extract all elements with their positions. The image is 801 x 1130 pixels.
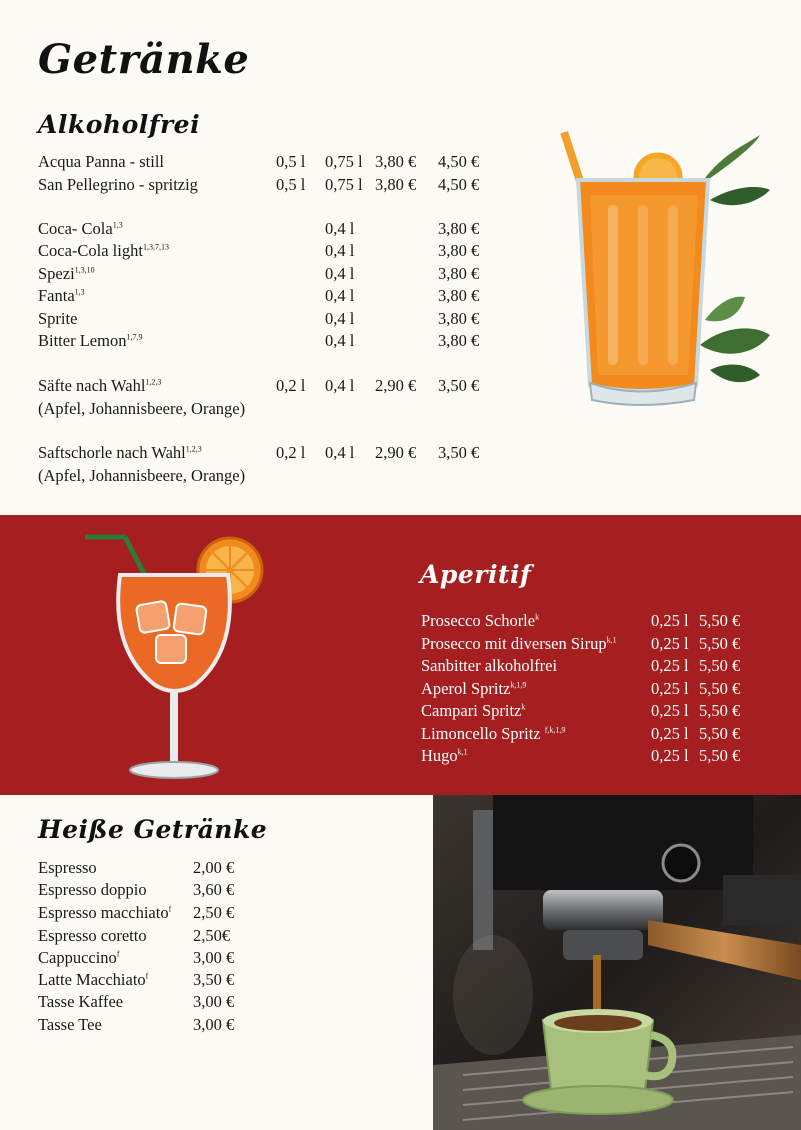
section-heading-heisse-getraenke: Heiße Getränke: [38, 815, 268, 844]
item-volume-1: 0,2 l: [276, 376, 306, 395]
item-price: 3,00 €: [193, 1015, 235, 1034]
item-price-2: 4,50 €: [438, 152, 480, 171]
item-price-2: 4,50 €: [438, 175, 480, 194]
item-volume-2: 0,4 l: [325, 376, 355, 395]
item-name: Espresso: [38, 858, 97, 877]
item-name: Latte Macchiato$^f$: [38, 970, 149, 989]
item-price-2: 3,50 €: [438, 443, 480, 462]
item-price-2: 3,80 €: [438, 241, 480, 260]
item-price: 5,50 €: [699, 701, 741, 720]
item-volume-2: 0,4 l: [325, 443, 355, 462]
item-volume-2: 0,75 l: [325, 152, 363, 171]
item-price: 5,50 €: [699, 679, 741, 698]
item-price: 3,60 €: [193, 880, 235, 899]
espresso-machine-photo: [433, 795, 801, 1130]
item-volume-1: 0,5 l: [276, 152, 306, 171]
orange-juice-illustration: [560, 125, 775, 410]
section-heading-alkoholfrei: Alkoholfrei: [38, 110, 201, 139]
item-volume-2: 0,4 l: [325, 286, 355, 305]
item-price: 2,00 €: [193, 858, 235, 877]
item-price: 5,50 €: [699, 656, 741, 675]
item-volume-1: 0,5 l: [276, 175, 306, 194]
item-price: 5,50 €: [699, 611, 741, 630]
item-price: 3,00 €: [193, 948, 235, 967]
item-name: Saftschorle nach Wahl$^{1,2,3}$: [38, 443, 202, 462]
item-price-2: 3,80 €: [438, 219, 480, 238]
item-price-2: 3,80 €: [438, 309, 480, 328]
item-volume: 0,25 l: [651, 701, 689, 720]
item-name: Aperol Spritz$^{k,1,9}$: [421, 679, 527, 698]
item-volume: 0,25 l: [651, 656, 689, 675]
item-name: Sprite: [38, 309, 78, 328]
item-name: Acqua Panna - still: [38, 152, 165, 171]
item-name: Sanbitter alkoholfrei: [421, 656, 558, 675]
item-volume-2: 0,4 l: [325, 264, 355, 283]
item-price-2: 3,80 €: [438, 331, 480, 350]
item-name: Cappuccino$^f$: [38, 948, 120, 967]
item-price-1: 2,90 €: [375, 376, 417, 395]
section-heading-aperitif: Aperitif: [420, 560, 532, 589]
item-name: Prosecco Schorle$^k$: [421, 611, 540, 630]
item-price: 5,50 €: [699, 724, 741, 743]
item-volume: 0,25 l: [651, 746, 689, 765]
item-price: 5,50 €: [699, 634, 741, 653]
item-volume-2: 0,4 l: [325, 331, 355, 350]
item-name: Fanta$^{1,3}$: [38, 286, 85, 305]
item-price: 2,50 €: [193, 903, 235, 922]
item-name: Prosecco mit diversen Sirup$^{k,1}$: [421, 634, 617, 653]
item-volume-1: 0,2 l: [276, 443, 306, 462]
item-price: 3,50 €: [193, 970, 235, 989]
item-price: 3,00 €: [193, 992, 235, 1011]
item-name: Spezi$^{1,3,10}$: [38, 264, 95, 283]
item-name: Coca-Cola light$^{1,3,7,13}$: [38, 241, 169, 260]
item-note: (Apfel, Johannisbeere, Orange): [38, 399, 246, 418]
item-name: Säfte nach Wahl$^{1,2,3}$: [38, 376, 162, 395]
item-name: Tasse Kaffee: [38, 992, 124, 1011]
item-name: Coca- Cola$^{1,3}$: [38, 219, 123, 238]
item-name: Limoncello Spritz $^{f,k,1,9}$: [421, 724, 566, 743]
item-price-1: 3,80 €: [375, 152, 417, 171]
item-volume-2: 0,4 l: [325, 219, 355, 238]
item-volume: 0,25 l: [651, 679, 689, 698]
item-name: Tasse Tee: [38, 1015, 102, 1034]
item-name: San Pellegrino - spritzig: [38, 175, 198, 194]
item-price-1: 3,80 €: [375, 175, 417, 194]
item-price-2: 3,50 €: [438, 376, 480, 395]
item-price: 5,50 €: [699, 746, 741, 765]
item-price: 2,50€: [193, 926, 231, 945]
item-note: (Apfel, Johannisbeere, Orange): [38, 466, 246, 485]
item-volume-2: 0,75 l: [325, 175, 363, 194]
item-price-1: 2,90 €: [375, 443, 417, 462]
item-price-2: 3,80 €: [438, 286, 480, 305]
item-name: Espresso doppio: [38, 880, 147, 899]
item-volume: 0,25 l: [651, 634, 689, 653]
item-name: Bitter Lemon$^{1,7,9}$: [38, 331, 143, 350]
item-name: Espresso macchiato$^f$: [38, 903, 172, 922]
item-name: Hugo$^{k,1}$: [421, 746, 468, 765]
item-volume-2: 0,4 l: [325, 309, 355, 328]
item-volume: 0,25 l: [651, 724, 689, 743]
item-volume: 0,25 l: [651, 611, 689, 630]
aperol-spritz-illustration: [80, 525, 270, 785]
item-price-2: 3,80 €: [438, 264, 480, 283]
item-name: Campari Spritz$^k$: [421, 701, 526, 720]
item-volume-2: 0,4 l: [325, 241, 355, 260]
item-name: Espresso coretto: [38, 926, 147, 945]
page-title: Getränke: [38, 36, 250, 83]
